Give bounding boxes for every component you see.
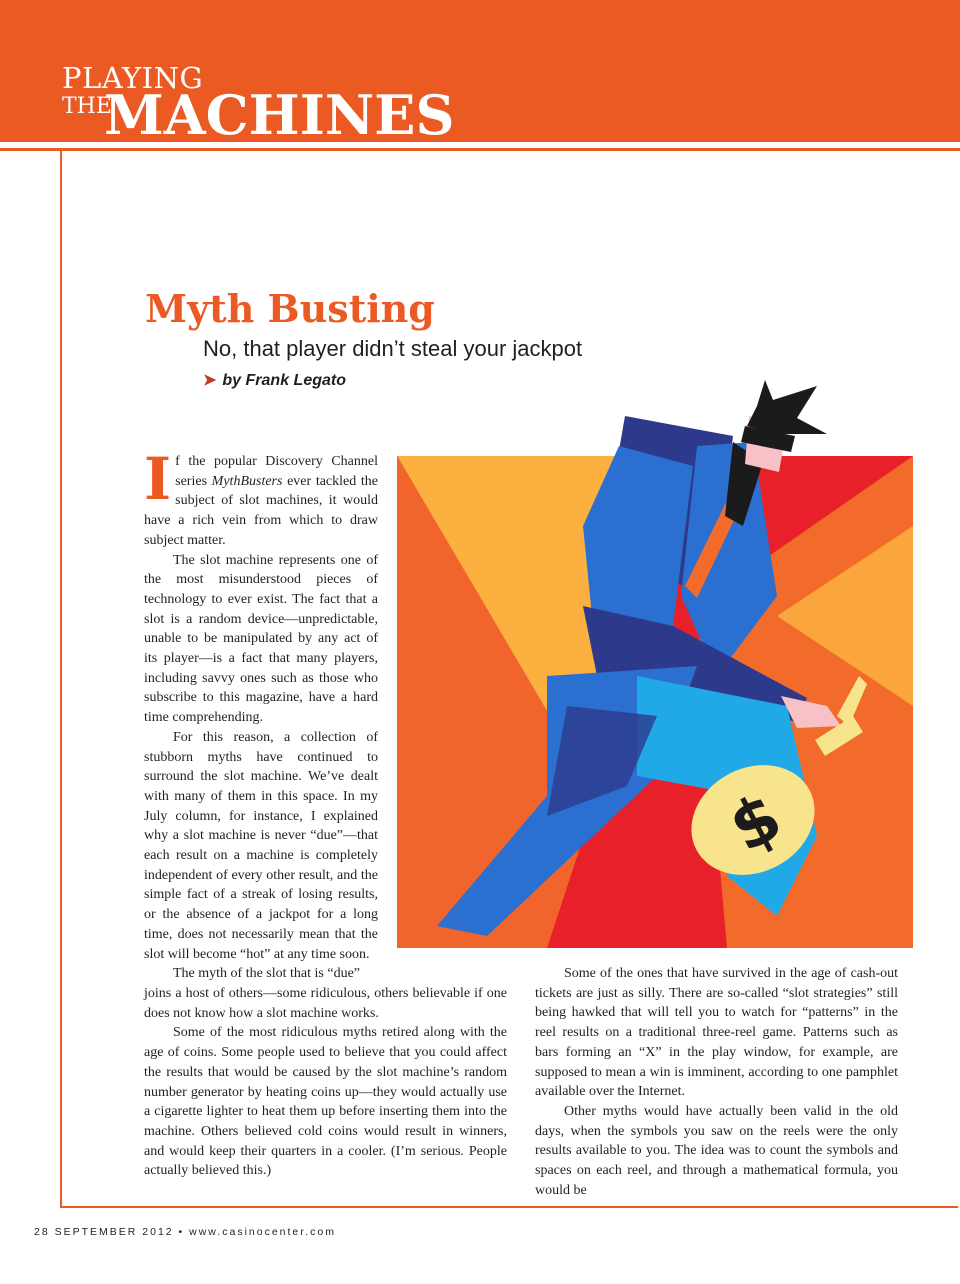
article-subtitle: No, that player didn’t steal your jackpot: [203, 336, 583, 361]
section-brand-playing: PLAYING: [62, 61, 204, 95]
article-column-1: [144, 445, 378, 984]
paragraph-7: Other myths would have actually been valid in the old days, when the symbols you saw on the reels were the only results available to you. The idea was to count the symbols and spaces on each reel, and through a mathematical formula, you would be: [535, 1103, 898, 1198]
paragraph-2: The slot machine represents one of the most misunderstood pieces of technology to ever exist. The fact that a slot is a random device—unpredictable, unable to be manipulated by any act of its player—is a fact that many players, including savvy ones such as those who subscribe to this magazine, have a hard time comprehending.: [144, 552, 378, 726]
paragraph-5: Some of the most ridiculous myths retired along with the age of coins. Some people used to believe that you could affect the results that would be caused by the slot machine’s random number generator by heating coins up—they would actually use a cigarette lighter to heat them up before inserting them into the machine. Others believed cold coins would result in winners, and would keep their quarters in a cooler. (I’m serious. People actually believed this.): [144, 1025, 507, 1179]
thief-illustration: [397, 376, 917, 948]
article-title: Myth Busting: [145, 286, 435, 331]
drop-cap: I: [144, 445, 172, 513]
paragraph-6: Some of the ones that have survived in the age of cash-out tickets are just as silly. There are so-called “slot strategies” still being hawked that will tell you to watch for “patterns” in the reel results on a traditional three-reel game. Patterns such as bars forming an “X” in the play window, for example, are supposed to mean a win is imminent, according to one pamphlet available over the Internet.: [535, 966, 898, 1100]
paragraph-1: [144, 445, 378, 551]
article-byline: [203, 373, 346, 389]
page-footer: 28 SEPTEMBER 2012 • www.casinocenter.com: [34, 1226, 336, 1238]
article-column-3: [535, 964, 898, 1200]
arrow-icon: ➤: [203, 372, 217, 389]
hat: [747, 380, 827, 434]
section-brand-machines: MACHINES: [104, 83, 455, 147]
byline-text: by Frank Legato: [222, 372, 346, 389]
paragraph-1-text: f the popular Discovery Channel series: [175, 454, 378, 489]
paragraph-4-continued: joins a host of others—some ridiculous, others believable if one does not know how a slot machine works.: [144, 986, 507, 1021]
dollar-sign-icon: $: [717, 777, 794, 868]
article-column-2: [144, 984, 507, 1181]
show-title: MythBusters: [211, 473, 283, 489]
paragraph-1-end: ever tackled the subject of slot machines, it would have a rich vein from which to draw subject matter.: [144, 473, 378, 548]
paragraph-3: For this reason, a collection of stubborn myths have continued to surround the slot machine. We’ve dealt with many of them in this space. In my July column, for instance, I explained why a slot machine is never “due”—that each result on a machine is completely independent of every other result, and the simple fact of a streak of losing results, or the absence of a jackpot for a long time, does not necessarily mean that the slot will become “hot” at any time soon.: [144, 729, 378, 962]
paragraph-4-start: The myth of the slot that is “due”: [173, 966, 361, 982]
section-brand-the: THE: [62, 94, 112, 119]
